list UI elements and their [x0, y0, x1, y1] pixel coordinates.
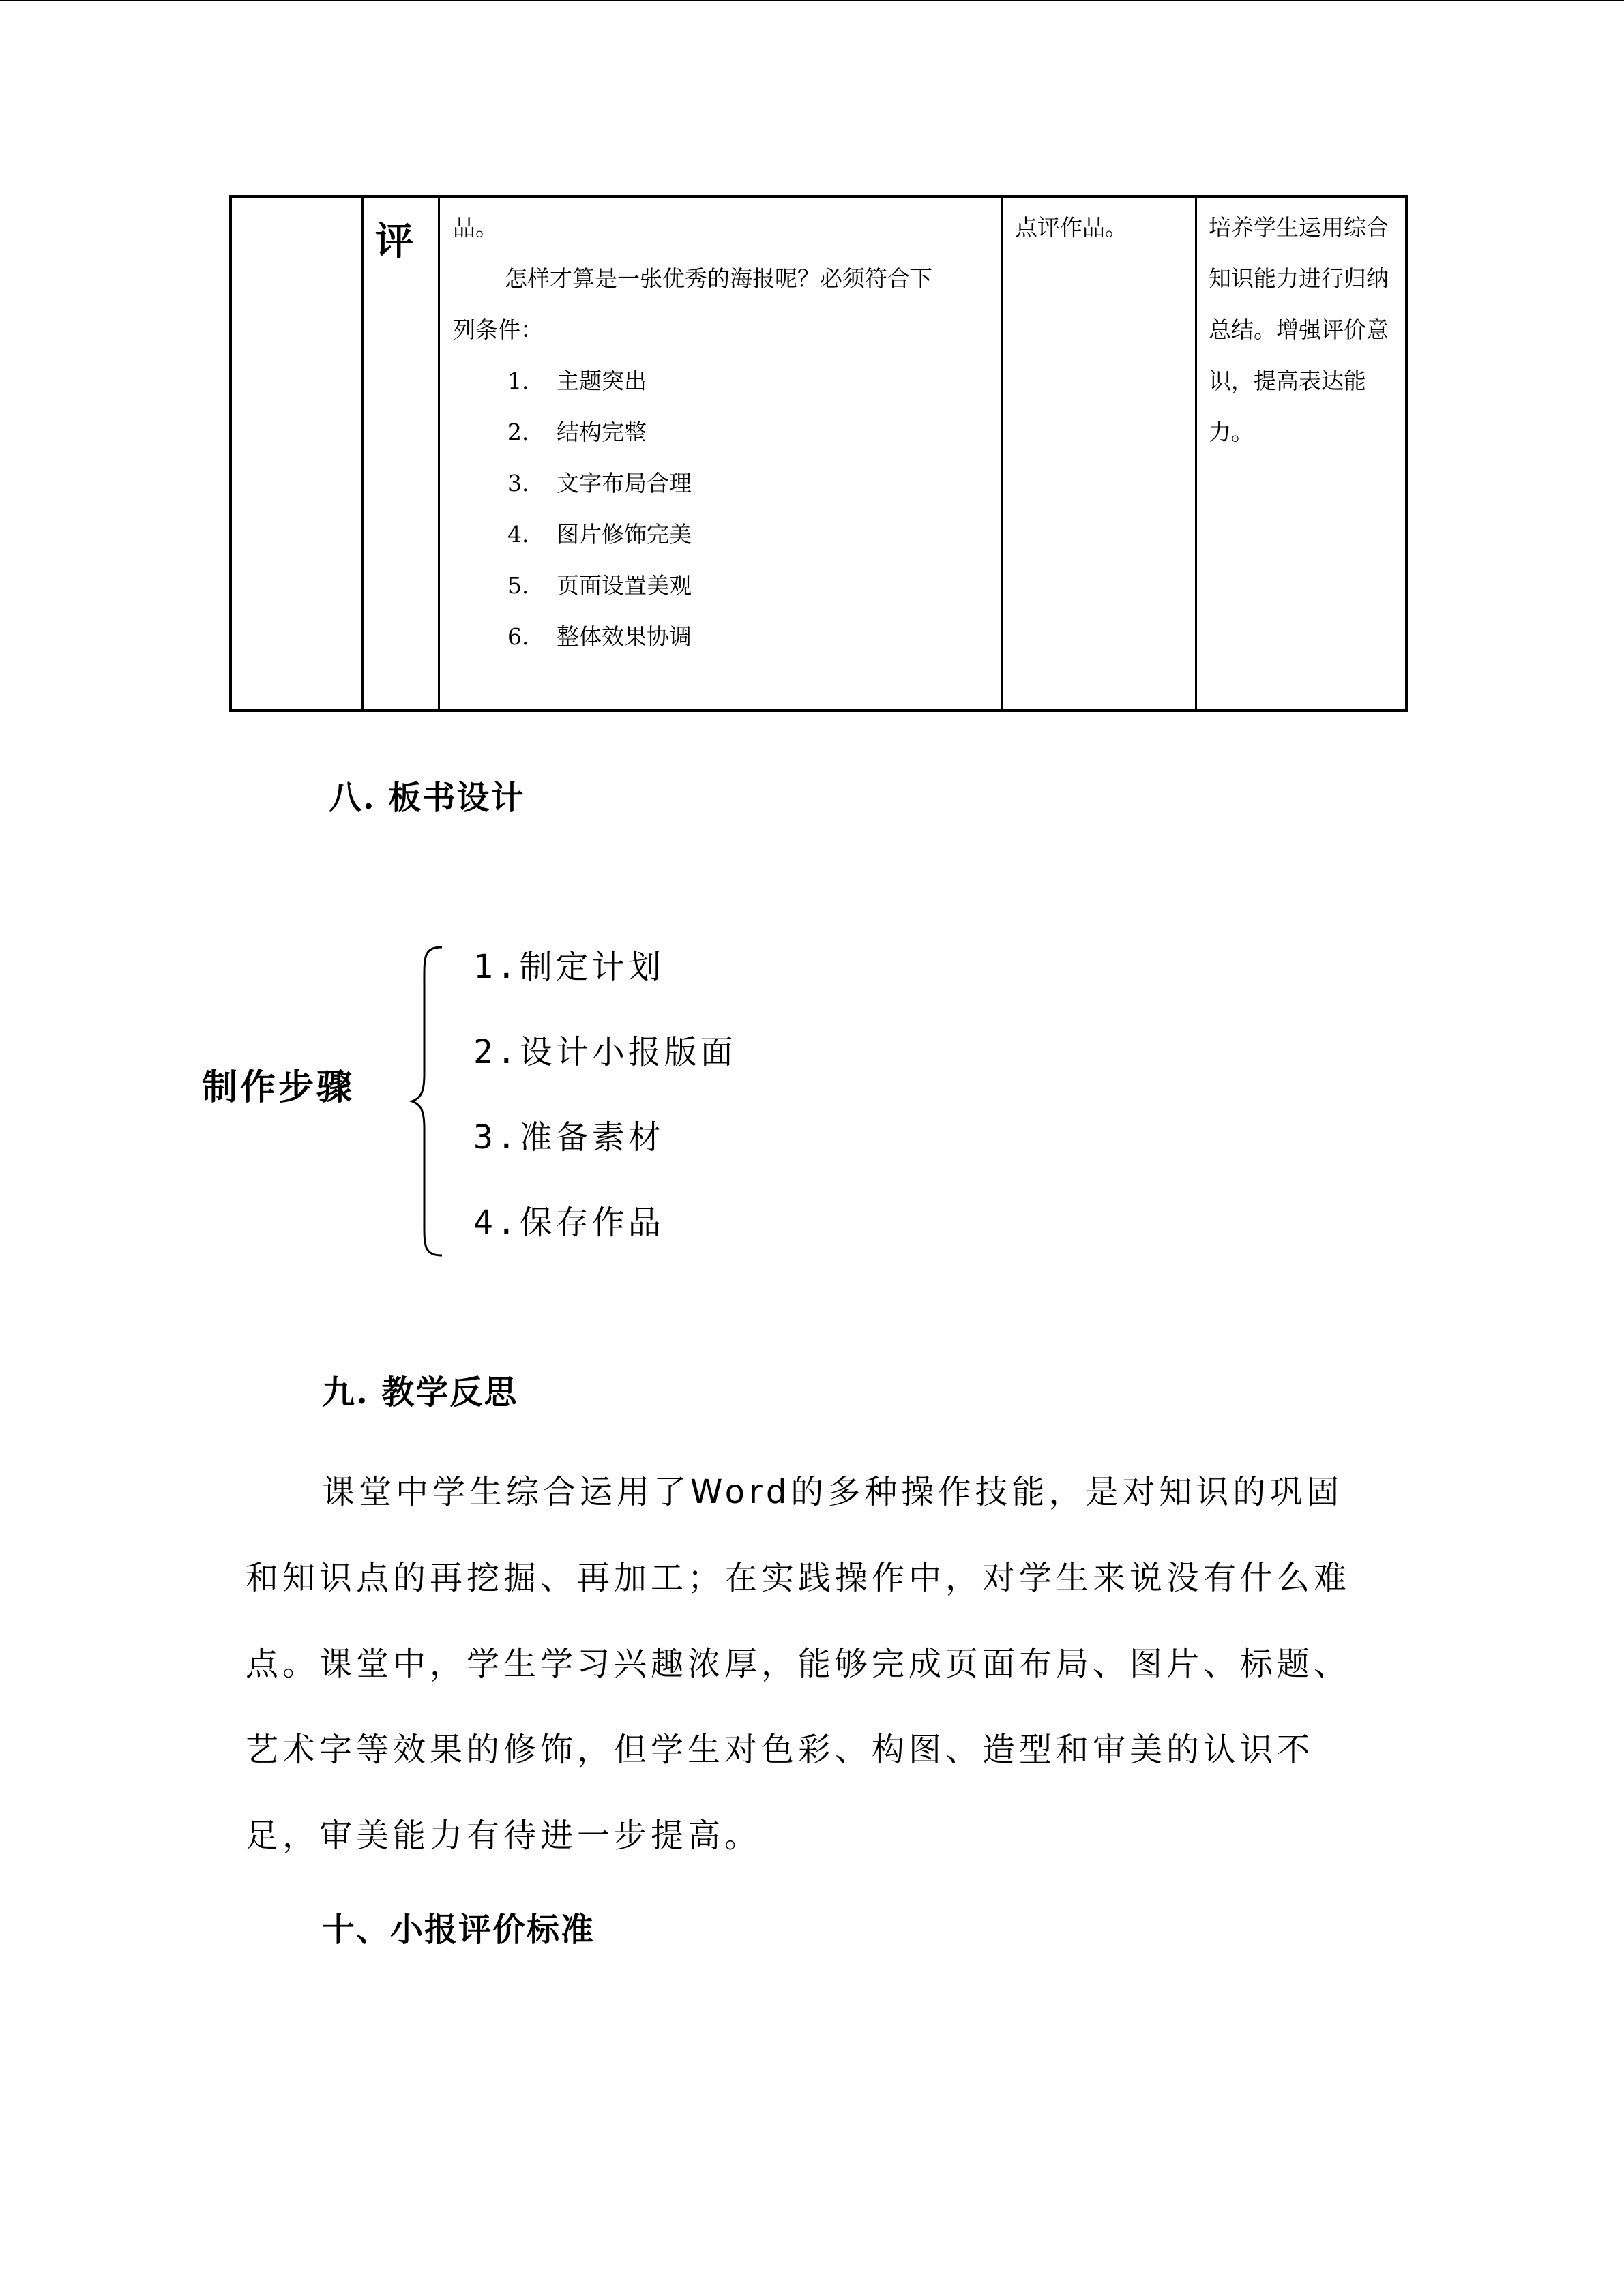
reflection-paragraph: 课堂中学生综合运用了Word的多种操作技能，是对知识的巩固和知识点的再挖掘、再加工；在实践操作中，对学生来说没有什么难点。课堂中，学生学习兴趣浓厚，能够完成页面布局、图片、标题、艺术字等效果的修饰，但学生对色彩、构图、造型和审美的认识不足，审美能力有待进一步提高。	[246, 1473, 1351, 1855]
table-column-divider	[361, 198, 364, 709]
section-heading-reflection: 九. 教学反思	[322, 1373, 518, 1412]
criteria-item: 1. 主题突出	[507, 368, 647, 394]
criteria-item: 5. 页面设置美观	[507, 572, 692, 599]
step-item: 3.准备素材	[473, 1118, 664, 1157]
teacher-activity-cell: 点评作品。	[1015, 214, 1127, 241]
section-heading-board-design: 八. 板书设计	[329, 779, 525, 817]
table-column-divider	[1195, 198, 1197, 709]
table-content-cell	[453, 202, 985, 662]
criteria-item: 6. 整体效果协调	[507, 623, 692, 650]
step-item: 4.保存作品	[473, 1204, 664, 1242]
content-line: 列条件：	[453, 316, 543, 343]
content-line: 怎样才算是一张优秀的海报呢？必须符合下	[505, 265, 932, 292]
stage-label: 评	[375, 219, 413, 264]
curly-brace-icon	[409, 944, 450, 1258]
criteria-item: 4. 图片修饰完美	[507, 521, 692, 548]
section-heading-evaluation: 十、小报评价标准	[322, 1911, 595, 1949]
step-item: 1.制定计划	[473, 948, 664, 986]
table-column-divider	[1001, 198, 1003, 709]
table-column-divider	[438, 198, 440, 709]
page-top-border	[0, 0, 1624, 1]
criteria-list	[453, 355, 985, 662]
step-item: 2.设计小报版面	[473, 1033, 737, 1071]
content-line: 品。	[453, 214, 498, 241]
criteria-item: 3. 文字布局合理	[507, 470, 692, 496]
criteria-item: 2. 结构完整	[507, 419, 647, 445]
steps-label: 制作步骤	[202, 1067, 355, 1108]
design-intent-cell: 培养学生运用综合知识能力进行归纳总结。增强评价意识，提高表达能力。	[1209, 214, 1389, 445]
steps-list	[473, 945, 737, 1286]
